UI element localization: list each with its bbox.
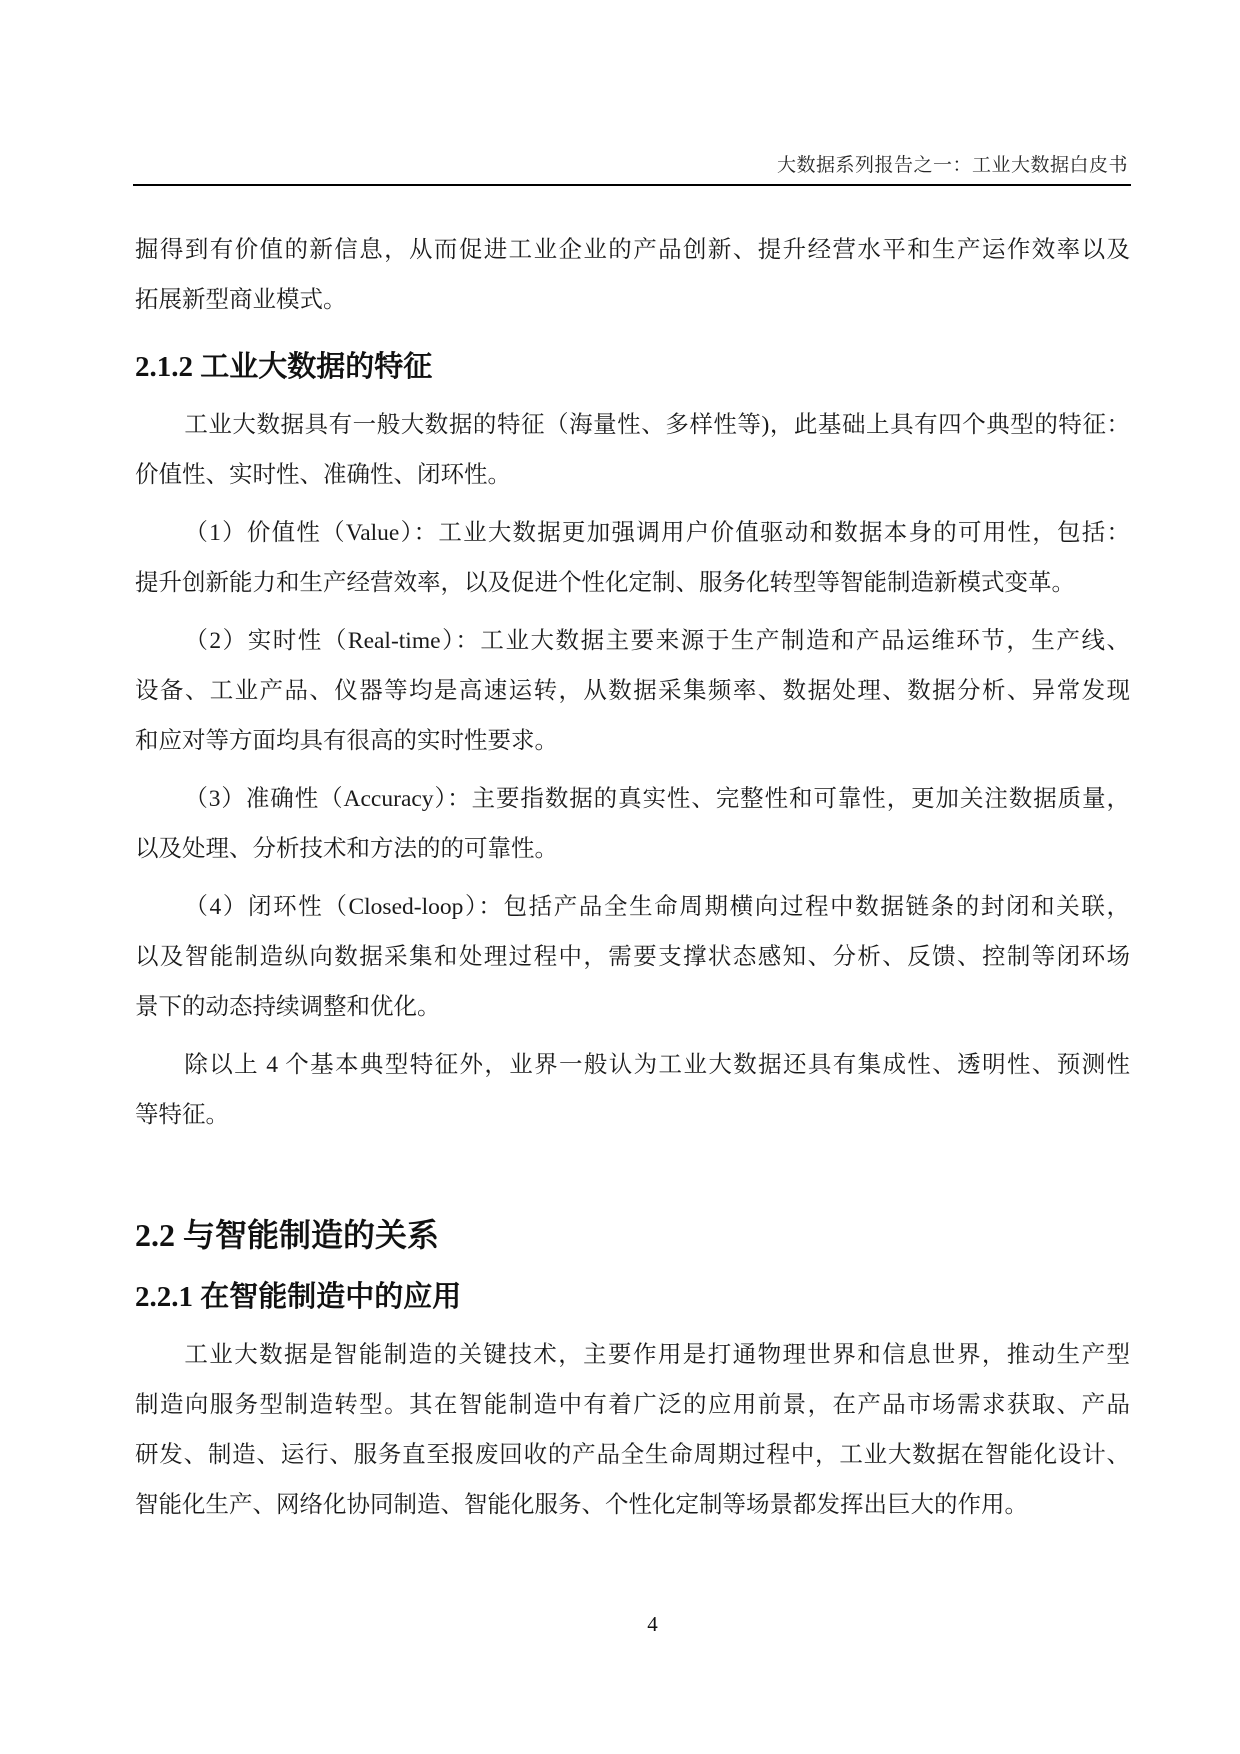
paragraph-line: 工业大数据是智能制造的关键技术，主要作用是打通物理世界和信息世界，推动生产型 <box>184 1342 1130 1368</box>
paragraph-line: 和应对等方面均具有很高的实时性要求。 <box>135 728 558 754</box>
paragraph-line: 设备、工业产品、仪器等均是高速运转，从数据采集频率、数据处理、数据分析、异常发现 <box>135 678 1130 704</box>
paragraph-line: 制造向服务型制造转型。其在智能制造中有着广泛的应用前景，在产品市场需求获取、产品 <box>135 1392 1130 1418</box>
heading-number: 2.2 <box>135 1217 175 1253</box>
section-heading <box>135 1211 1130 1259</box>
paragraph <box>135 400 1130 500</box>
paragraph <box>135 882 1130 1032</box>
document-body <box>135 225 1130 1538</box>
paragraph <box>135 774 1130 874</box>
paragraph <box>135 1040 1130 1140</box>
heading-number: 2.2.1 <box>135 1281 193 1313</box>
paragraph-line: （2）实时性（Real-time）：工业大数据主要来源于生产制造和产品运维环节，生产线、 <box>184 628 1130 654</box>
paragraph-line: （4）闭环性（Closed-loop）：包括产品全生命周期横向过程中数据链条的封闭和关联， <box>184 894 1130 920</box>
paragraph-line: （1）价值性（Value）：工业大数据更加强调用户价值驱动和数据本身的可用性，包括： <box>184 520 1130 546</box>
header-rule <box>133 184 1131 186</box>
section-heading <box>135 345 1130 389</box>
page-number: 4 <box>647 1612 658 1636</box>
paragraph-line: 工业大数据具有一般大数据的特征（海量性、多样性等)，此基础上具有四个典型的特征： <box>184 412 1130 438</box>
paragraph-line: （3）准确性（Accuracy）：主要指数据的真实性、完整性和可靠性，更加关注数据质量， <box>184 786 1130 812</box>
paragraph <box>135 225 1130 325</box>
paragraph-line: 以及处理、分析技术和方法的的可靠性。 <box>135 836 558 862</box>
paragraph <box>135 1330 1130 1530</box>
paragraph <box>135 616 1130 766</box>
paragraph-line: 拓展新型商业模式。 <box>135 287 347 313</box>
paragraph-line: 等特征。 <box>135 1102 229 1128</box>
paragraph-line: 提升创新能力和生产经营效率，以及促进个性化定制、服务化转型等智能制造新模式变革。 <box>135 570 1075 596</box>
section-heading <box>135 1275 1130 1319</box>
page-header-title: 大数据系列报告之一：工业大数据白皮书 <box>776 155 1128 176</box>
heading-text: 与智能制造的关系 <box>183 1217 440 1253</box>
heading-text: 工业大数据的特征 <box>200 351 433 383</box>
paragraph-line: 景下的动态持续调整和优化。 <box>135 994 441 1020</box>
page-footer <box>135 1612 1130 1637</box>
paragraph-line: 除以上 4 个基本典型特征外，业界一般认为工业大数据还具有集成性、透明性、预测性 <box>184 1052 1130 1078</box>
paragraph-line: 以及智能制造纵向数据采集和处理过程中，需要支撑状态感知、分析、反馈、控制等闭环场 <box>135 944 1130 970</box>
heading-number: 2.1.2 <box>135 351 193 383</box>
paragraph-line: 研发、制造、运行、服务直至报废回收的产品全生命周期过程中，工业大数据在智能化设计、 <box>135 1442 1130 1468</box>
paragraph-line: 价值性、实时性、准确性、闭环性。 <box>135 462 511 488</box>
heading-text: 在智能制造中的应用 <box>200 1281 462 1313</box>
paragraph <box>135 508 1130 608</box>
paragraph-line: 掘得到有价值的新信息，从而促进工业企业的产品创新、提升经营水平和生产运作效率以及 <box>135 237 1130 263</box>
paragraph-line: 智能化生产、网络化协同制造、智能化服务、个性化定制等场景都发挥出巨大的作用。 <box>135 1492 1028 1518</box>
